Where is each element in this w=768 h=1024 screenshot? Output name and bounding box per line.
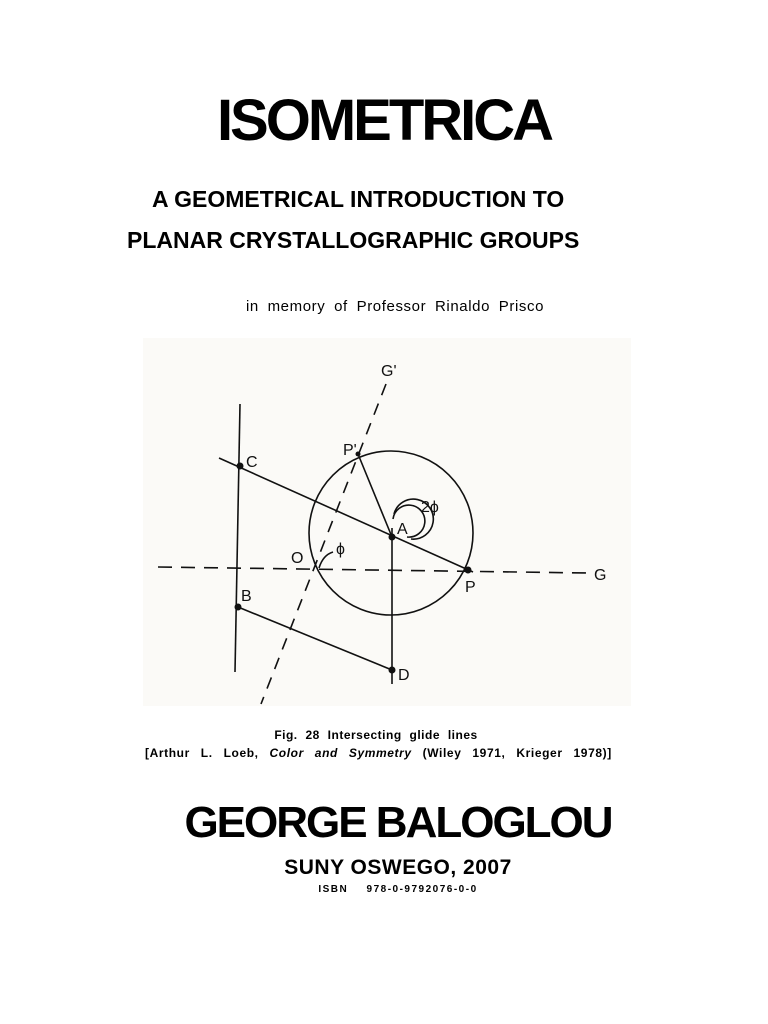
line-cb (235, 404, 240, 672)
glide-line-gprime (261, 384, 386, 704)
figure-diagram (143, 338, 631, 706)
subtitle-line-2: PLANAR CRYSTALLOGRAPHIC GROUPS (127, 227, 580, 253)
dedication: in memory of Professor Rinaldo Prisco (245, 298, 545, 315)
citation-suffix: (Wiley 1971, Krieger 1978)] (422, 746, 612, 760)
subtitle-line-1: A GEOMETRICAL INTRODUCTION TO (152, 186, 565, 212)
point-p (465, 567, 472, 574)
label-a: A (397, 521, 408, 538)
line-bd (238, 607, 392, 670)
citation-prefix: [Arthur L. Loeb, (145, 746, 259, 760)
figure-caption: Fig. 28 Intersecting glide lines (274, 728, 478, 742)
label-c: C (246, 454, 258, 471)
label-g: G (594, 567, 607, 584)
point-a (389, 534, 396, 541)
isbn: ISBN 978-0-9792076-0-0 (318, 884, 478, 895)
label-p-prime: P' (343, 442, 357, 459)
label-d: D (398, 667, 410, 684)
figure-citation (145, 746, 612, 760)
label-b: B (241, 588, 252, 605)
book-title: ISOMETRICA (216, 88, 552, 153)
label-p: P (465, 579, 476, 596)
glide-line-g (158, 567, 588, 573)
label-o: O (291, 550, 304, 567)
label-g-prime: G' (381, 363, 397, 380)
citation-book-title: Color and Symmetry (269, 746, 412, 760)
label-two-phi: 2ϕ (421, 499, 439, 516)
institution-year: SUNY OSWEGO, 2007 (284, 856, 512, 879)
author-name: GEORGE BALOGLOU (184, 798, 612, 847)
line-pprime-a (358, 454, 392, 537)
figure-glide-lines (143, 338, 631, 706)
point-d (389, 667, 396, 674)
angle-arc-phi (319, 552, 333, 568)
point-c (237, 463, 244, 470)
label-phi: ϕ (336, 541, 345, 558)
